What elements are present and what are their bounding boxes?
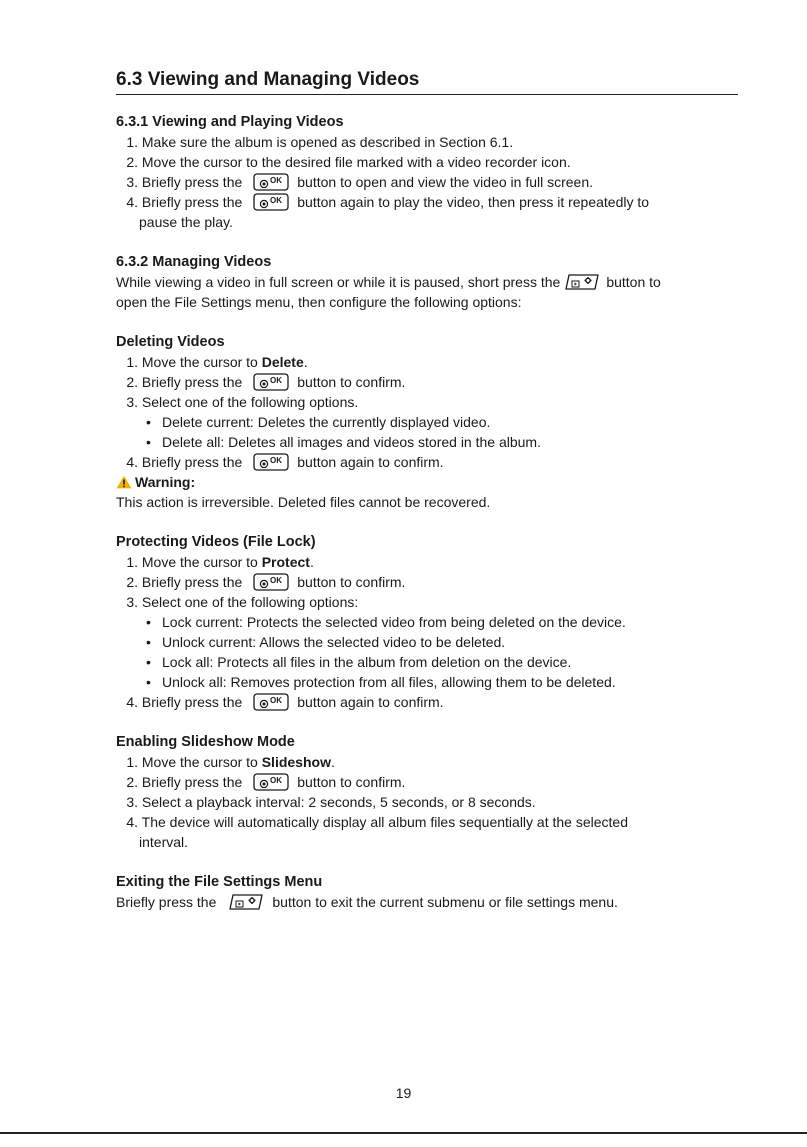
page-title: 6.3 Viewing and Managing Videos (116, 68, 738, 95)
list-item: 4. The device will automatically display all album files sequentially at the selected (126, 814, 628, 830)
subheading-exiting: Exiting the File Settings Menu (116, 874, 323, 890)
ok-label: OK (270, 776, 283, 786)
paragraph: open the File Settings menu, then configure the following options: (116, 294, 522, 310)
settings-button-icon (228, 893, 264, 911)
footer-rule (0, 1132, 807, 1134)
ok-button-icon (253, 573, 289, 591)
paragraph: While viewing a video in full screen or while it is paused, short press the button to (116, 274, 661, 290)
bullet-item: • Lock current: Protects the selected video from being deleted on the device. (146, 614, 626, 630)
ok-label: OK (270, 576, 283, 586)
list-item: 3. Select one of the following options: (126, 594, 359, 610)
settings-button-icon (564, 273, 600, 291)
list-item: 4. Briefly press the OK button again to play the video, then press it repeatedly to (126, 194, 650, 210)
list-item: 3. Briefly press the OK button to open and view the video in full screen. (126, 174, 594, 190)
list-item: 2. Briefly press the OK button to confirm. (126, 574, 406, 590)
list-item: 4. Briefly press the OK button again to confirm. (126, 694, 444, 710)
subheading-slideshow: Enabling Slideshow Mode (116, 734, 295, 750)
ok-button-icon (253, 173, 289, 191)
ok-button-icon (253, 453, 289, 471)
bullet-item: • Unlock current: Allows the selected video to be deleted. (146, 634, 506, 650)
list-item: 1. Move the cursor to Slideshow. (126, 754, 335, 770)
list-item: 2. Briefly press the OK button to confirm. (126, 774, 406, 790)
list-item: 2. Move the cursor to the desired file marked with a video recorder icon. (126, 154, 571, 170)
list-item: 4. Briefly press the OK button again to confirm. (126, 454, 444, 470)
list-item-continuation: pause the play. (139, 214, 233, 230)
page-number: 19 (395, 1085, 412, 1101)
ok-label: OK (270, 176, 283, 186)
ok-label: OK (270, 196, 283, 206)
subheading-protecting: Protecting Videos (File Lock) (116, 534, 316, 550)
bullet-item: • Lock all: Protects all files in the album from deletion on the device. (146, 654, 572, 670)
list-item: 1. Move the cursor to Delete. (126, 354, 308, 370)
warning-icon (116, 475, 132, 489)
ok-label: OK (270, 376, 283, 386)
ok-label: OK (270, 456, 283, 466)
subheading-deleting: Deleting Videos (116, 334, 225, 350)
bullet-item: • Unlock all: Removes protection from all files, allowing them to be deleted. (146, 674, 616, 690)
ok-button-icon (253, 373, 289, 391)
list-item: 1. Make sure the album is opened as described in Section 6.1. (126, 134, 514, 150)
bullet-item: • Delete current: Deletes the currently displayed video. (146, 414, 491, 430)
bullet-item: • Delete all: Deletes all images and videos stored in the album. (146, 434, 541, 450)
paragraph: Briefly press the button to exit the current submenu or file settings menu. (116, 894, 618, 910)
list-item: 1. Move the cursor to Protect. (126, 554, 314, 570)
warning-text: This action is irreversible. Deleted files cannot be recovered. (116, 494, 491, 510)
section-heading-viewing: 6.3.1 Viewing and Playing Videos (116, 114, 344, 130)
list-item: 3. Select a playback interval: 2 seconds, 5 seconds, or 8 seconds. (126, 794, 536, 810)
section-heading-managing: 6.3.2 Managing Videos (116, 254, 272, 270)
ok-button-icon (253, 193, 289, 211)
list-item: 3. Select one of the following options. (126, 394, 359, 410)
ok-label: OK (270, 696, 283, 706)
ok-button-icon (253, 693, 289, 711)
list-item: 2. Briefly press the OK button to confirm. (126, 374, 406, 390)
warning-label: Warning: (116, 472, 195, 492)
ok-button-icon (253, 773, 289, 791)
list-item-continuation: interval. (139, 834, 189, 850)
